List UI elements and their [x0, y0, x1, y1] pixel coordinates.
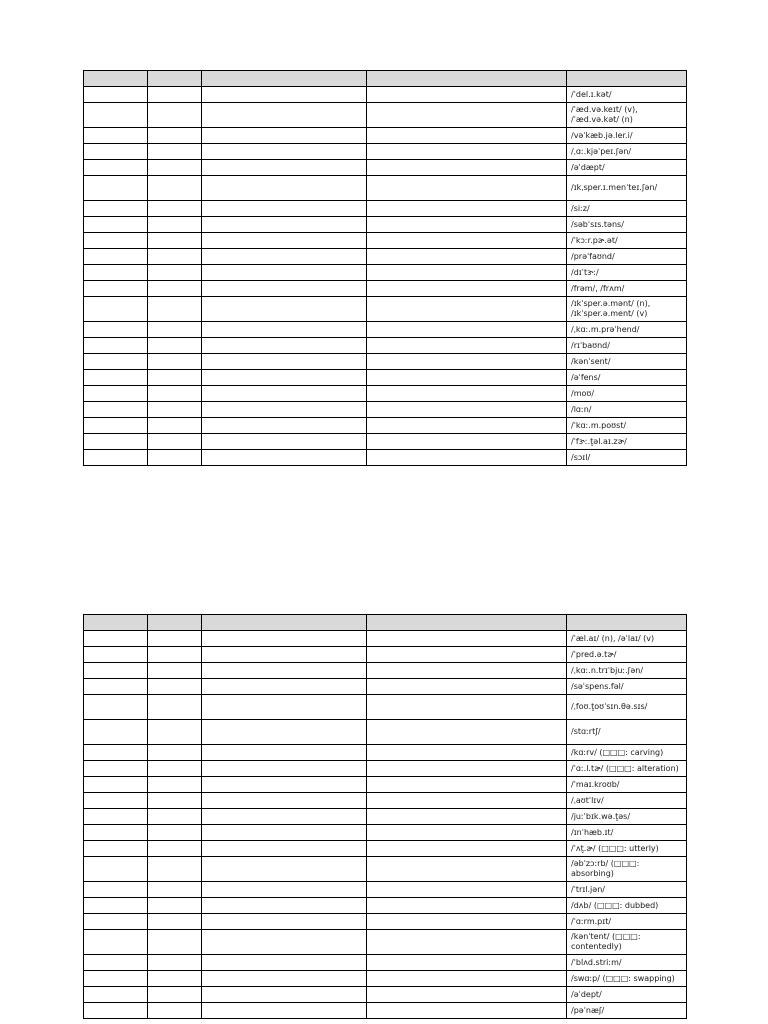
empty-cell	[84, 914, 148, 930]
table-row	[84, 955, 687, 971]
empty-cell	[84, 128, 148, 144]
empty-cell	[202, 370, 367, 386]
empty-cell	[367, 176, 567, 201]
pronunciation-cell: /lɑːn/	[567, 402, 687, 418]
empty-cell	[202, 898, 367, 914]
empty-cell	[84, 882, 148, 898]
table-row	[84, 281, 687, 297]
empty-cell	[84, 418, 148, 434]
header-cell-2	[148, 615, 202, 631]
pronunciation-cell: /ˈɑːrm.pɪt/	[567, 914, 687, 930]
empty-cell	[148, 322, 202, 338]
empty-cell	[84, 201, 148, 217]
empty-cell	[202, 386, 367, 402]
empty-cell	[202, 971, 367, 987]
empty-cell	[202, 695, 367, 720]
empty-cell	[202, 217, 367, 233]
empty-cell	[148, 971, 202, 987]
empty-cell	[367, 322, 567, 338]
empty-cell	[367, 201, 567, 217]
pronunciation-cell: /əbˈzɔːrb/ (□□□: absorbing)	[567, 857, 687, 882]
table-row	[84, 201, 687, 217]
empty-cell	[367, 679, 567, 695]
pronunciation-cell: /əˈdæpt/	[567, 160, 687, 176]
pronunciation-cell: /frəm/, /frʌm/	[567, 281, 687, 297]
empty-cell	[84, 631, 148, 647]
empty-cell	[367, 434, 567, 450]
empty-cell	[367, 987, 567, 1003]
pronunciation-cell: /ˈblʌd.striːm/	[567, 955, 687, 971]
empty-cell	[202, 761, 367, 777]
pronunciation-cell: /ˌfoʊ.t̬oʊˈsɪn.θə.sɪs/	[567, 695, 687, 720]
empty-cell	[202, 201, 367, 217]
table-row	[84, 631, 687, 647]
empty-cell	[84, 354, 148, 370]
empty-cell	[148, 402, 202, 418]
empty-cell	[202, 144, 367, 160]
empty-cell	[148, 857, 202, 882]
pronunciation-cell: /ɪkˈsper.ə.mənt/ (n), /ɪkˈsper.ə.ment/ (v)	[567, 297, 687, 322]
header-cell-pronunciation	[567, 615, 687, 631]
header-cell-2	[148, 71, 202, 87]
vocabulary-table-1	[83, 70, 687, 466]
pronunciation-cell: /ˈkɑː.m.poʊst/	[567, 418, 687, 434]
empty-cell	[84, 217, 148, 233]
pronunciation-cell: /prəˈfaʊnd/	[567, 249, 687, 265]
header-cell-pronunciation	[567, 71, 687, 87]
empty-cell	[148, 418, 202, 434]
empty-cell	[202, 955, 367, 971]
empty-cell	[148, 434, 202, 450]
pronunciation-cell: /ˈæd.və.keɪt/ (v), /ˈæd.və.kət/ (n)	[567, 103, 687, 128]
table-row	[84, 857, 687, 882]
empty-cell	[148, 882, 202, 898]
empty-cell	[367, 297, 567, 322]
table-row	[84, 1003, 687, 1019]
table-row	[84, 825, 687, 841]
empty-cell	[84, 841, 148, 857]
table-row	[84, 103, 687, 128]
pronunciation-cell: /ɪnˈhæb.ɪt/	[567, 825, 687, 841]
table-row	[84, 914, 687, 930]
empty-cell	[148, 281, 202, 297]
table-row	[84, 338, 687, 354]
empty-cell	[367, 354, 567, 370]
empty-cell	[367, 647, 567, 663]
empty-cell	[202, 631, 367, 647]
empty-cell	[84, 898, 148, 914]
empty-cell	[84, 233, 148, 249]
empty-cell	[202, 402, 367, 418]
empty-cell	[84, 402, 148, 418]
empty-cell	[148, 679, 202, 695]
pronunciation-cell: /juːˈbɪk.wə.t̬əs/	[567, 809, 687, 825]
empty-cell	[202, 825, 367, 841]
empty-cell	[202, 265, 367, 281]
pronunciation-cell: /kənˈtent/ (□□□: contentedly)	[567, 930, 687, 955]
pronunciation-cell: /ˈdel.ɪ.kət/	[567, 87, 687, 103]
header-cell-1	[84, 615, 148, 631]
pronunciation-cell: /pəˈnæʃ/	[567, 1003, 687, 1019]
table-row	[84, 249, 687, 265]
header-row	[84, 71, 687, 87]
empty-cell	[367, 971, 567, 987]
empty-cell	[367, 914, 567, 930]
pronunciation-cell: /ˈɑː.l.tɚ/ (□□□: alteration)	[567, 761, 687, 777]
empty-cell	[84, 695, 148, 720]
empty-cell	[202, 793, 367, 809]
table-row	[84, 647, 687, 663]
table-row	[84, 679, 687, 695]
empty-cell	[84, 249, 148, 265]
pronunciation-cell: /səbˈsɪs.təns/	[567, 217, 687, 233]
empty-cell	[84, 265, 148, 281]
empty-cell	[148, 841, 202, 857]
empty-cell	[367, 450, 567, 466]
empty-cell	[367, 370, 567, 386]
pronunciation-cell: /ˈkɔːr.pɚ.ət/	[567, 233, 687, 249]
pronunciation-cell: /rɪˈbaʊnd/	[567, 338, 687, 354]
empty-cell	[148, 386, 202, 402]
empty-cell	[367, 793, 567, 809]
table-row	[84, 450, 687, 466]
empty-cell	[202, 160, 367, 176]
empty-cell	[202, 297, 367, 322]
empty-cell	[202, 338, 367, 354]
empty-cell	[84, 971, 148, 987]
empty-cell	[148, 663, 202, 679]
table-row	[84, 987, 687, 1003]
empty-cell	[367, 144, 567, 160]
empty-cell	[148, 144, 202, 160]
table-row	[84, 663, 687, 679]
empty-cell	[367, 930, 567, 955]
empty-cell	[148, 1003, 202, 1019]
empty-cell	[148, 176, 202, 201]
empty-cell	[202, 176, 367, 201]
empty-cell	[84, 745, 148, 761]
table-row	[84, 128, 687, 144]
empty-cell	[84, 955, 148, 971]
table-row	[84, 144, 687, 160]
empty-cell	[367, 809, 567, 825]
table-row	[84, 882, 687, 898]
empty-cell	[148, 745, 202, 761]
empty-cell	[367, 825, 567, 841]
table-row	[84, 745, 687, 761]
empty-cell	[148, 930, 202, 955]
empty-cell	[367, 281, 567, 297]
table-row	[84, 370, 687, 386]
empty-cell	[202, 233, 367, 249]
empty-cell	[84, 297, 148, 322]
table-row	[84, 695, 687, 720]
empty-cell	[202, 647, 367, 663]
empty-cell	[367, 87, 567, 103]
pronunciation-cell: /dɪˈtɝː/	[567, 265, 687, 281]
pronunciation-cell: /ɪkˌsper.ɪ.menˈteɪ.ʃən/	[567, 176, 687, 201]
pronunciation-cell: /ˌkɑː.n.trɪˈbjuː.ʃən/	[567, 663, 687, 679]
empty-cell	[367, 265, 567, 281]
pronunciation-cell: /ˈæl.aɪ/ (n), /əˈlaɪ/ (v)	[567, 631, 687, 647]
header-cell-3	[202, 71, 367, 87]
empty-cell	[148, 354, 202, 370]
table-row	[84, 322, 687, 338]
empty-cell	[84, 793, 148, 809]
empty-cell	[367, 631, 567, 647]
empty-cell	[202, 720, 367, 745]
empty-cell	[202, 87, 367, 103]
empty-cell	[367, 695, 567, 720]
header-cell-4	[367, 71, 567, 87]
empty-cell	[367, 233, 567, 249]
table-row	[84, 87, 687, 103]
empty-cell	[84, 176, 148, 201]
empty-cell	[84, 322, 148, 338]
empty-cell	[148, 914, 202, 930]
empty-cell	[367, 402, 567, 418]
empty-cell	[148, 631, 202, 647]
empty-cell	[148, 249, 202, 265]
empty-cell	[148, 825, 202, 841]
table-row	[84, 233, 687, 249]
pronunciation-cell: /əˈdept/	[567, 987, 687, 1003]
empty-cell	[148, 233, 202, 249]
empty-cell	[84, 338, 148, 354]
table-row	[84, 898, 687, 914]
empty-cell	[367, 841, 567, 857]
empty-cell	[84, 450, 148, 466]
empty-cell	[84, 103, 148, 128]
table-row	[84, 402, 687, 418]
empty-cell	[367, 761, 567, 777]
empty-cell	[84, 663, 148, 679]
empty-cell	[202, 914, 367, 930]
empty-cell	[202, 679, 367, 695]
vocabulary-table-2	[83, 614, 687, 1019]
empty-cell	[84, 160, 148, 176]
empty-cell	[367, 777, 567, 793]
empty-cell	[84, 857, 148, 882]
table-row	[84, 434, 687, 450]
empty-cell	[202, 663, 367, 679]
empty-cell	[84, 87, 148, 103]
empty-cell	[84, 647, 148, 663]
table-row	[84, 761, 687, 777]
empty-cell	[148, 647, 202, 663]
table-row	[84, 930, 687, 955]
empty-cell	[202, 857, 367, 882]
empty-cell	[84, 434, 148, 450]
empty-cell	[84, 144, 148, 160]
empty-cell	[202, 128, 367, 144]
pronunciation-cell: /moʊ/	[567, 386, 687, 402]
empty-cell	[202, 987, 367, 1003]
empty-cell	[367, 418, 567, 434]
empty-cell	[148, 160, 202, 176]
header-cell-1	[84, 71, 148, 87]
header-row	[84, 615, 687, 631]
empty-cell	[367, 898, 567, 914]
pronunciation-cell: /kənˈsent/	[567, 354, 687, 370]
table-row	[84, 971, 687, 987]
empty-cell	[202, 1003, 367, 1019]
empty-cell	[148, 793, 202, 809]
empty-cell	[84, 386, 148, 402]
empty-cell	[202, 809, 367, 825]
empty-cell	[148, 338, 202, 354]
empty-cell	[84, 1003, 148, 1019]
empty-cell	[84, 930, 148, 955]
empty-cell	[148, 898, 202, 914]
pronunciation-cell: /stɑːrtʃ/	[567, 720, 687, 745]
empty-cell	[148, 450, 202, 466]
empty-cell	[148, 297, 202, 322]
empty-cell	[367, 857, 567, 882]
empty-cell	[367, 663, 567, 679]
empty-cell	[367, 103, 567, 128]
empty-cell	[84, 720, 148, 745]
empty-cell	[84, 679, 148, 695]
empty-cell	[148, 103, 202, 128]
empty-cell	[367, 745, 567, 761]
empty-cell	[84, 281, 148, 297]
empty-cell	[148, 809, 202, 825]
pronunciation-cell: /vəˈkæb.jə.ler.i/	[567, 128, 687, 144]
empty-cell	[202, 882, 367, 898]
table-row	[84, 176, 687, 201]
empty-cell	[202, 450, 367, 466]
header-cell-3	[202, 615, 367, 631]
empty-cell	[148, 370, 202, 386]
table-row	[84, 793, 687, 809]
empty-cell	[367, 955, 567, 971]
empty-cell	[202, 418, 367, 434]
empty-cell	[367, 338, 567, 354]
empty-cell	[148, 777, 202, 793]
empty-cell	[367, 720, 567, 745]
empty-cell	[202, 103, 367, 128]
empty-cell	[84, 987, 148, 1003]
pronunciation-cell: /dʌb/ (□□□: dubbed)	[567, 898, 687, 914]
pronunciation-cell: /siːz/	[567, 201, 687, 217]
empty-cell	[202, 930, 367, 955]
table-row	[84, 297, 687, 322]
empty-cell	[148, 265, 202, 281]
empty-cell	[84, 777, 148, 793]
empty-cell	[84, 809, 148, 825]
pronunciation-cell: /swɑːp/ (□□□: swapping)	[567, 971, 687, 987]
empty-cell	[84, 761, 148, 777]
pronunciation-cell: /sɔɪl/	[567, 450, 687, 466]
table-row	[84, 809, 687, 825]
header-cell-4	[367, 615, 567, 631]
empty-cell	[148, 201, 202, 217]
empty-cell	[367, 386, 567, 402]
pronunciation-cell: /ˌɑː.kjəˈpeɪ.ʃən/	[567, 144, 687, 160]
empty-cell	[202, 777, 367, 793]
pronunciation-cell: /səˈspens.fəl/	[567, 679, 687, 695]
pronunciation-cell: /ˌkɑː.m.prəˈhend/	[567, 322, 687, 338]
empty-cell	[202, 322, 367, 338]
empty-cell	[148, 955, 202, 971]
empty-cell	[367, 128, 567, 144]
empty-cell	[367, 882, 567, 898]
empty-cell	[202, 745, 367, 761]
empty-cell	[148, 217, 202, 233]
empty-cell	[202, 841, 367, 857]
empty-cell	[84, 370, 148, 386]
empty-cell	[367, 160, 567, 176]
pronunciation-cell: /ˈtrɪl.jən/	[567, 882, 687, 898]
table-body	[84, 631, 687, 1019]
empty-cell	[148, 720, 202, 745]
empty-cell	[148, 695, 202, 720]
pronunciation-cell: /ˌaʊtˈlɪv/	[567, 793, 687, 809]
table-body	[84, 87, 687, 466]
pronunciation-cell: /ˈpred.ə.tɚ/	[567, 647, 687, 663]
pronunciation-cell: /ˈmaɪ.kroʊb/	[567, 777, 687, 793]
empty-cell	[148, 128, 202, 144]
table-row	[84, 841, 687, 857]
pronunciation-cell: /ˈʌt̬.ɚ/ (□□□: utterly)	[567, 841, 687, 857]
empty-cell	[202, 354, 367, 370]
pronunciation-cell: /kɑːrv/ (□□□: carving)	[567, 745, 687, 761]
empty-cell	[367, 1003, 567, 1019]
empty-cell	[202, 249, 367, 265]
empty-cell	[148, 761, 202, 777]
empty-cell	[148, 87, 202, 103]
empty-cell	[367, 249, 567, 265]
empty-cell	[148, 987, 202, 1003]
table-row	[84, 217, 687, 233]
table-row	[84, 386, 687, 402]
empty-cell	[367, 217, 567, 233]
table-row	[84, 160, 687, 176]
table-row	[84, 720, 687, 745]
table-row	[84, 777, 687, 793]
empty-cell	[202, 281, 367, 297]
table-row	[84, 354, 687, 370]
table-row	[84, 418, 687, 434]
empty-cell	[202, 434, 367, 450]
pronunciation-cell: /ˈfɝː.t̬əl.aɪ.zɚ/	[567, 434, 687, 450]
empty-cell	[84, 825, 148, 841]
table-row	[84, 265, 687, 281]
pronunciation-cell: /əˈfens/	[567, 370, 687, 386]
